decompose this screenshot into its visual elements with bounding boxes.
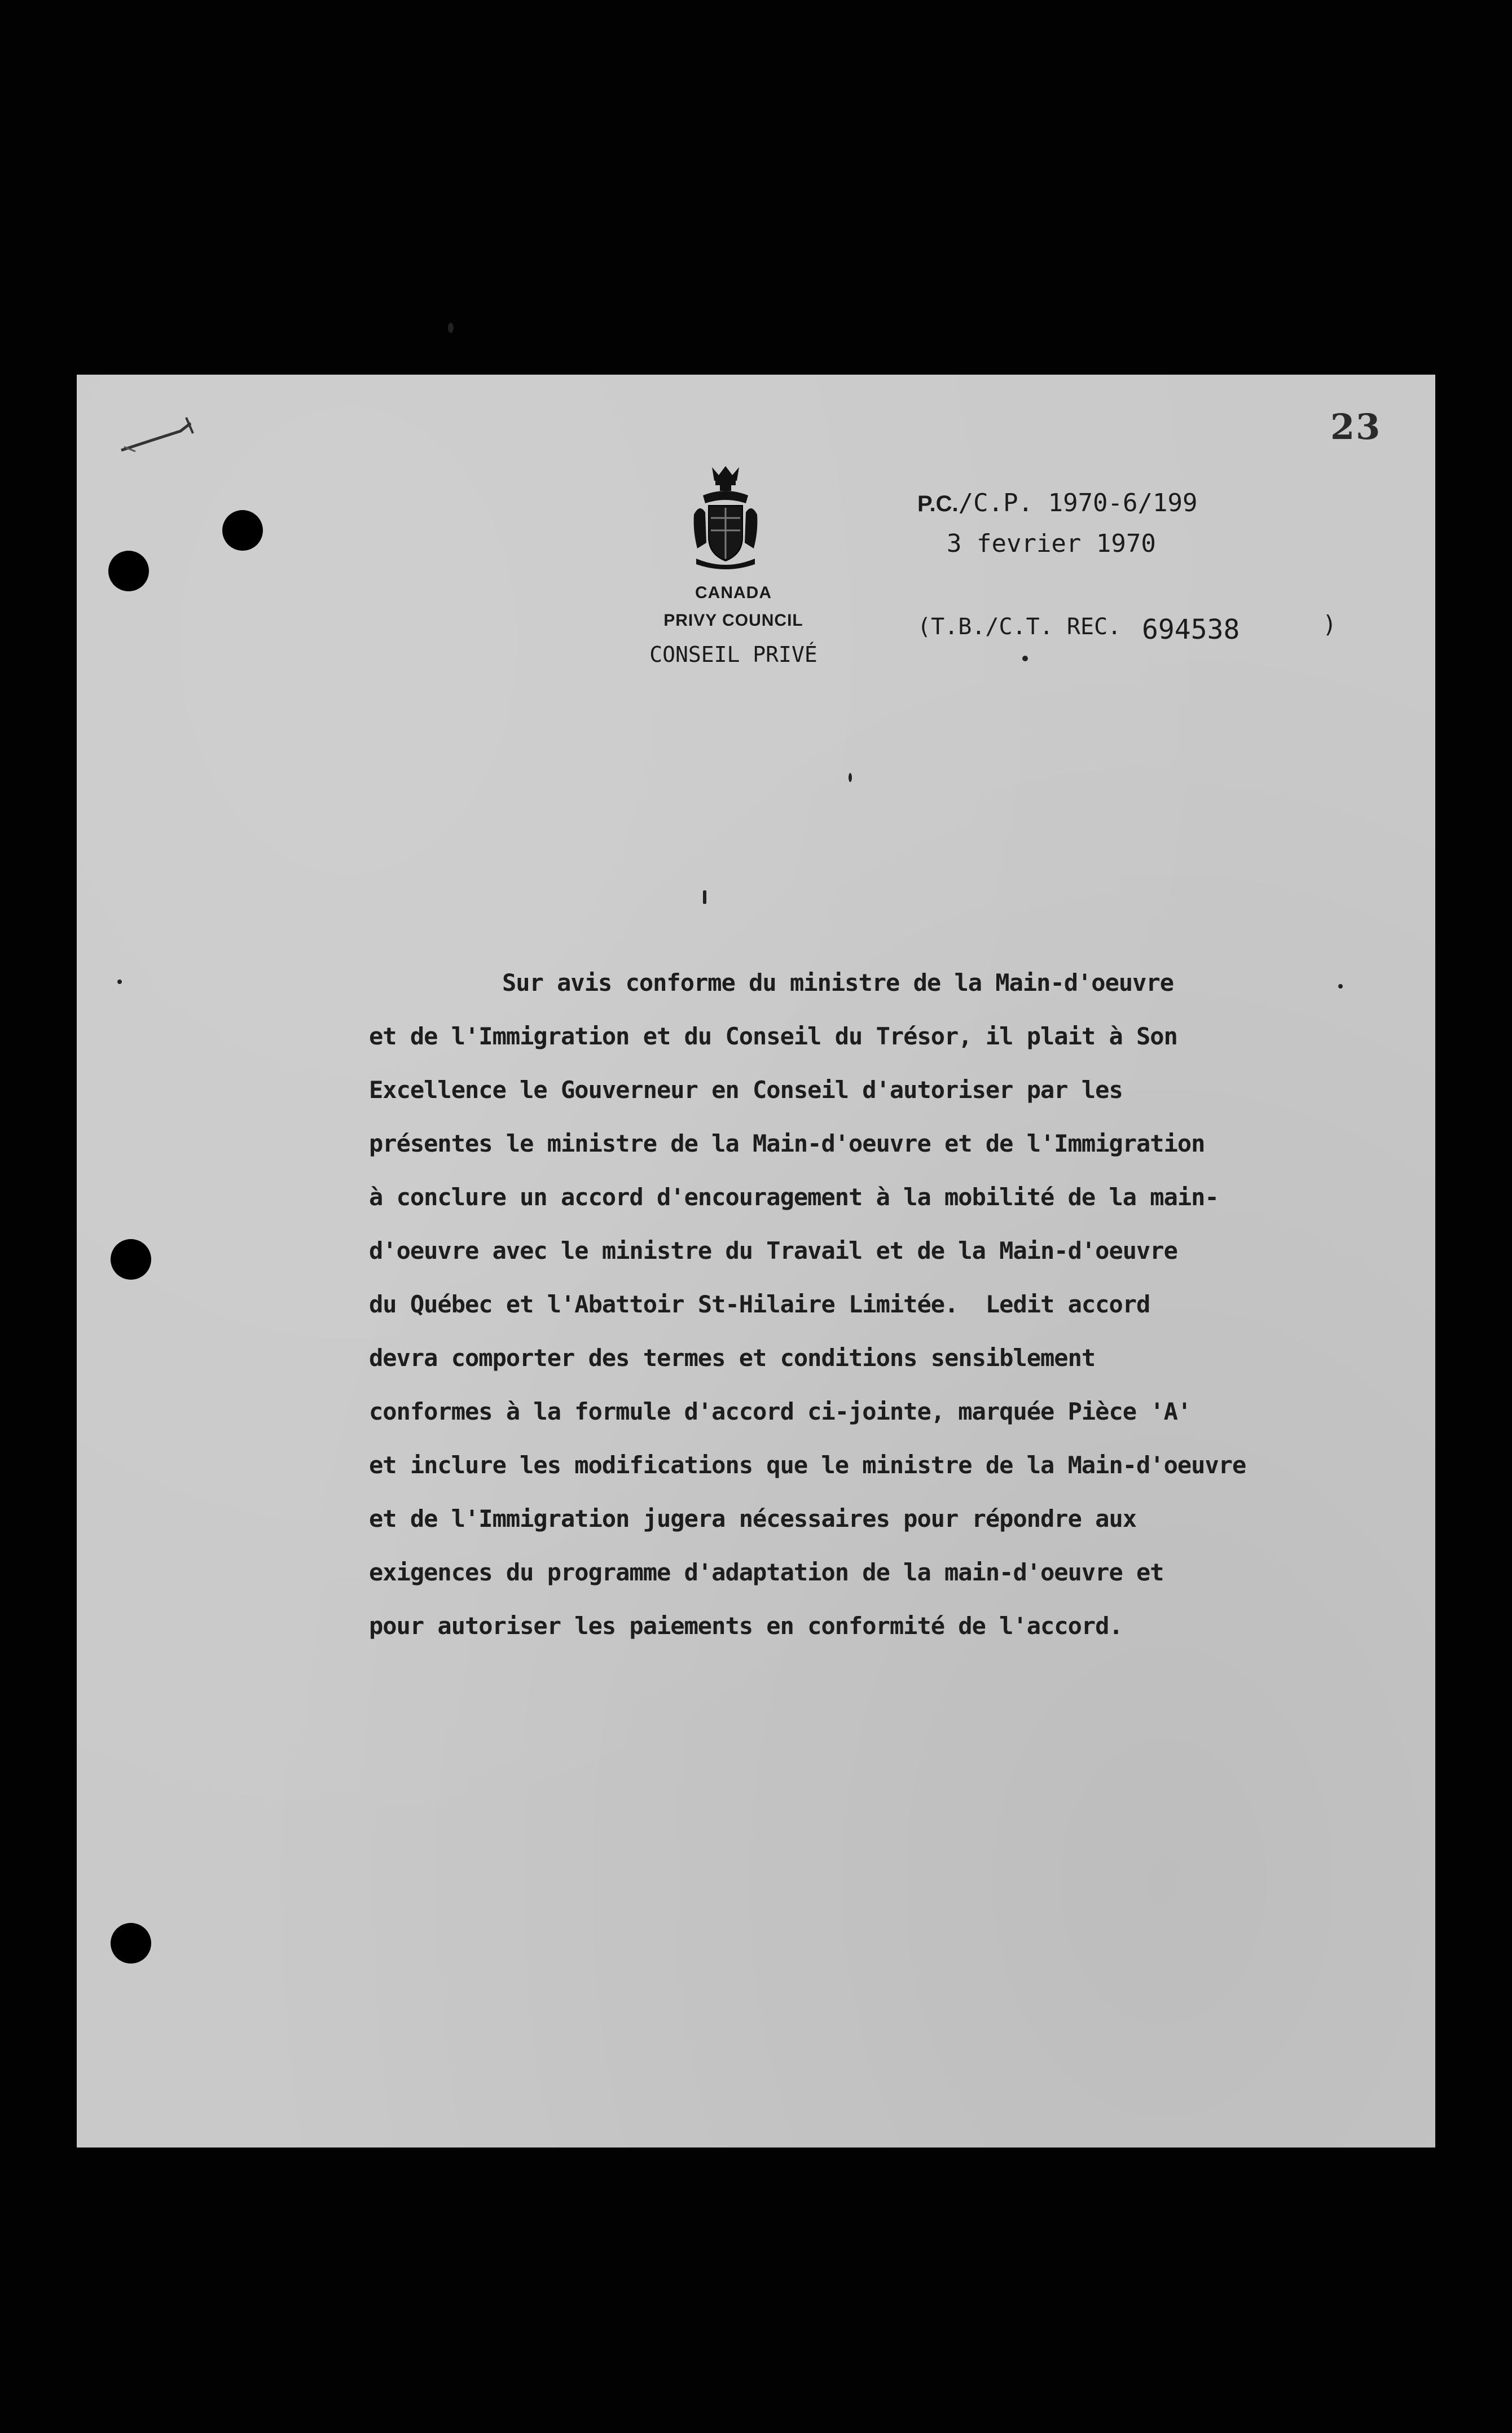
body-line: devra comporter des termes et conditions sensiblement bbox=[369, 1344, 1096, 1372]
dust-speck bbox=[703, 890, 706, 904]
body-line: Sur avis conforme du ministre de la Main-d'oeuvre bbox=[502, 969, 1174, 996]
dust-speck bbox=[1338, 984, 1343, 989]
body-line: Excellence le Gouverneur en Conseil d'autoriser par les bbox=[369, 1076, 1123, 1104]
body-line: du Québec et l'Abattoir St-Hilaire Limitée. Ledit accord bbox=[369, 1290, 1150, 1318]
punch-hole bbox=[111, 1923, 151, 1964]
pencil-mark bbox=[118, 411, 203, 456]
body-line: et de l'Immigration jugera nécessaires pour répondre aux bbox=[369, 1505, 1137, 1532]
dust-speck bbox=[849, 773, 852, 782]
order-body bbox=[369, 956, 1246, 1653]
dust-speck bbox=[1022, 656, 1028, 661]
order-date: 3 fevrier 1970 bbox=[947, 529, 1156, 558]
treasury-board-label: (T.B./C.T. REC. bbox=[917, 614, 1122, 640]
dust-speck bbox=[117, 980, 122, 984]
punch-hole bbox=[111, 1239, 151, 1280]
punch-hole bbox=[108, 551, 149, 591]
masthead-privy-council: PRIVY COUNCIL bbox=[663, 611, 803, 630]
pc-number: /C.P. 1970-6/199 bbox=[958, 489, 1198, 517]
treasury-board-close: ) bbox=[1322, 611, 1337, 638]
body-line: exigences du programme d'adaptation de la main-d'oeuvre et bbox=[369, 1558, 1164, 1586]
pc-prefix: P.C. bbox=[917, 491, 959, 516]
body-line: à conclure un accord d'encouragement à la mobilité de la main- bbox=[369, 1183, 1219, 1211]
masthead-conseil-prive: CONSEIL PRIVÉ bbox=[649, 642, 817, 667]
body-line: présentes le ministre de la Main-d'oeuvre et de l'Immigration bbox=[369, 1130, 1205, 1157]
order-in-council-number bbox=[917, 489, 1197, 517]
masthead-canada: CANADA bbox=[695, 583, 772, 602]
punch-hole bbox=[222, 510, 263, 551]
body-line: pour autoriser les paiements en conformité de l'accord. bbox=[369, 1612, 1123, 1640]
body-line: conformes à la formule d'accord ci-jointe, marquée Pièce 'A' bbox=[369, 1398, 1192, 1425]
body-line: d'oeuvre avec le ministre du Travail et de la Main-d'oeuvre bbox=[369, 1237, 1177, 1264]
coat-of-arms-icon bbox=[692, 464, 759, 571]
page-number: 23 bbox=[1330, 406, 1382, 447]
body-line: et inclure les modifications que le ministre de la Main-d'oeuvre bbox=[369, 1451, 1246, 1479]
body-line: et de l'Immigration et du Conseil du Trésor, il plait à Son bbox=[369, 1022, 1177, 1050]
dust-speck bbox=[448, 323, 454, 333]
treasury-board-number: 694538 bbox=[1142, 614, 1240, 645]
